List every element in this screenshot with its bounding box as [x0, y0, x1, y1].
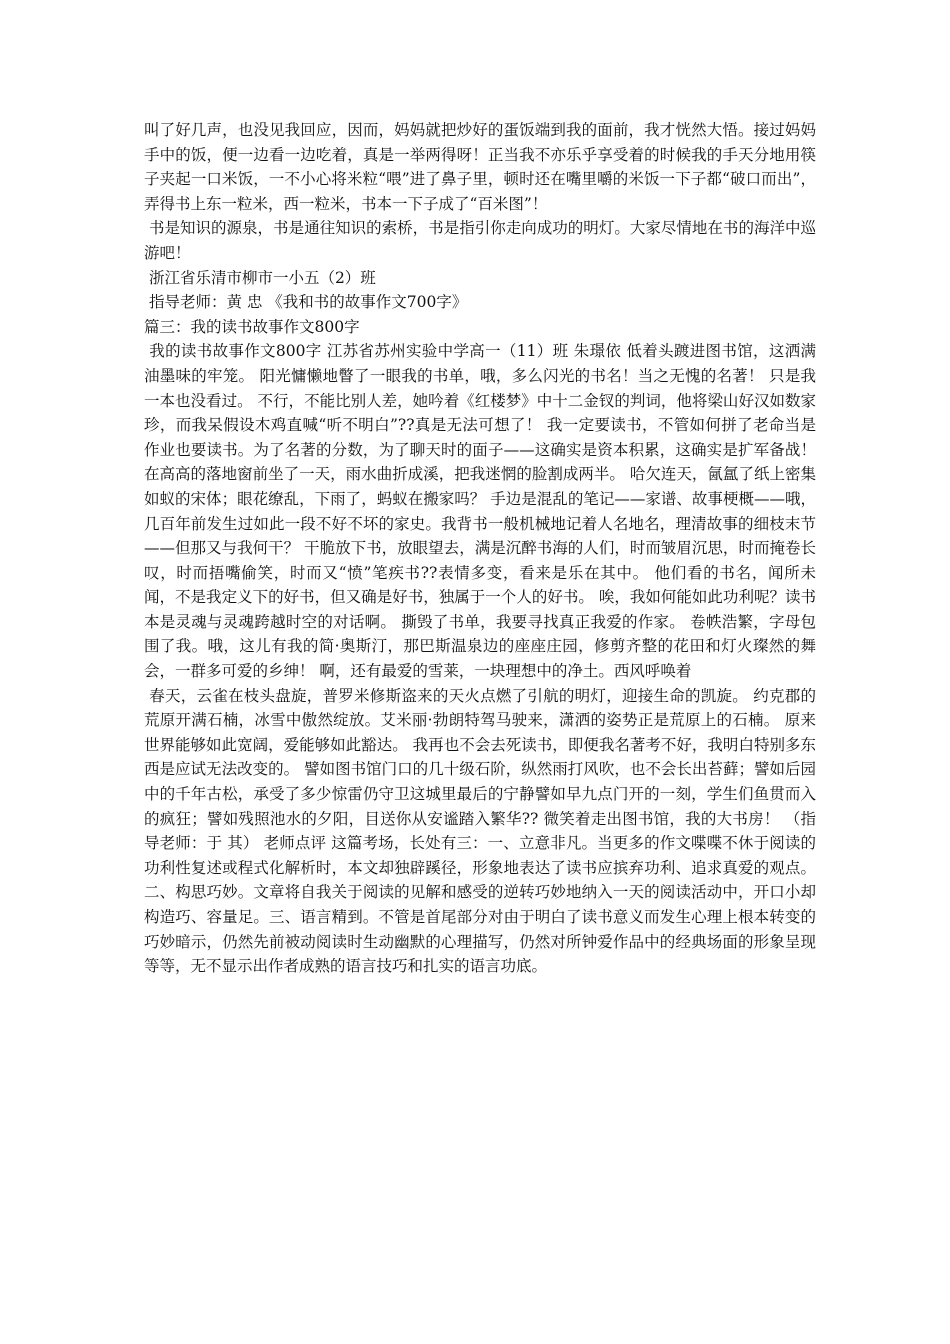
paragraph-story-ending: 叫了好几声，也没见我回应，因而，妈妈就把炒好的蛋饭端到我的面前，我才恍然大悟。接过妈妈手中的饭，便一边看一边吃着，真是一举两得呀！正当我不亦乐乎享受着的时候我的手天分地用筷子夹起一口米饭，一不小心将米粒“喂”进了鼻子里，顿时还在嘴里嚼的米饭一下子都“破口而出”，弄得书上东一粒米，西一粒米，书本一下子成了“百米图”！	[144, 121, 816, 213]
document-page	[144, 118, 821, 979]
paragraph-closing-remark: 书是知识的源泉，书是通往知识的索桥，书是指引你走向成功的明灯。大家尽情地在书的海洋中巡游吧！	[144, 219, 816, 262]
paragraph-instructor: 指导老师：黄 忠 《我和书的故事作文700字》	[144, 293, 468, 312]
paragraph-essay-body: 我的读书故事作文800字 江苏省苏州实验中学高一（11）班 朱璟依 低着头踱进图书馆，这洒满油墨味的牢笼。 阳光慵懒地瞥了一眼我的书单，哦，多么闪光的书名！当之无愧的名著！ 只是我一本也没看过。 不行，不能比别人差，她吟着《红楼梦》中十二金钗的判词，他将梁山好汉如数家珍，而我呆假设木鸡直喊“听不明白”??真是无法可想了！ 我一定要读书，不管如何拼了老命当是作业也要读书。为了名著的分数，为了聊天时的面子——这确实是资本积累，这确实是扩军备战！ 在高高的落地窗前坐了一天，雨水曲折成溪，把我迷惘的脸割成两半。 哈欠连天，氤氲了纸上密集如蚁的宋体；眼花缭乱，下雨了，蚂蚁在搬家吗？ 手边是混乱的笔记——家谱、故事梗概——哦，几百年前发生过如此一段不好不坏的家史。我背书一般机械地记着人名地名，理清故事的细枝末节——但那又与我何干？ 干脆放下书，放眼望去，满是沉醉书海的人们，时而皱眉沉思，时而掩卷长叹，时而捂嘴偷笑，时而又“愤”笔疾书??表情多变，看来是乐在其中。 他们看的书名，闻所未闻，不是我定义下的好书，但又确是好书，独属于一个人的好书。 唉，我如何能如此功利呢？读书本是灵魂与灵魂跨越时空的对话啊。 撕毁了书单，我要寻找真正我爱的作家。 卷帙浩繁，字母包围了我。哦，这儿有我的简·奥斯汀，那巴斯温泉边的座座庄园，修剪齐整的花田和灯火璨然的舞会，一群多可爱的乡绅！ 啊，还有最爱的雪莱，一块理想中的净土。西风呼唤着	[144, 342, 821, 681]
paragraph-essay-conclusion: 春天，云雀在枝头盘旋，普罗米修斯盗来的天火点燃了引航的明灯，迎接生命的凯旋。 约克郡的荒原开满石楠，冰雪中傲然绽放。艾米丽·勃朗特驾马驶来，潇洒的姿势正是荒原上的石楠。 原来世界能够如此宽阔，爱能够如此豁达。 我再也不会去死读书，即便我名著考不好，我明白特别多东西是应试无法改变的。 譬如图书馆门口的几十级石阶，纵然雨打风吹，也不会长出苔藓；譬如后园中的千年古松，承受了多少惊雷仍守卫这城里最后的宁静譬如早九点门开的一刻，学生们鱼贯而入的疯狂；譬如残照池水的夕阳，目送你从安谧踏入繁华?? 微笑着走出图书馆，我的大书房！ （指导老师：于 其） 老师点评 这篇考场，长处有三：一、立意非凡。当更多的作文喋喋不休于阅读的功利性复述或程式化解析时，本文却独辟蹊径，形象地表达了读书应摈弃功利、追求真爱的观点。二、构思巧妙。文章将自我关于阅读的见解和感受的逆转巧妙地纳入一天的阅读活动中，开口小却构造巧、容量足。三、语言精到。不管是首尾部分对由于明白了读书意义而发生心理上根本转变的巧妙暗示，仍然先前被动阅读时生动幽默的心理描写，仍然对所钟爱作品中的经典场面的形象呈现等等，无不显示出作者成熟的语言技巧和扎实的语言功底。	[144, 686, 816, 976]
paragraph-author-school: 浙江省乐清市柳市一小五（2）班	[144, 268, 376, 287]
section-heading: 篇三：我的读书故事作文800字	[144, 317, 360, 336]
